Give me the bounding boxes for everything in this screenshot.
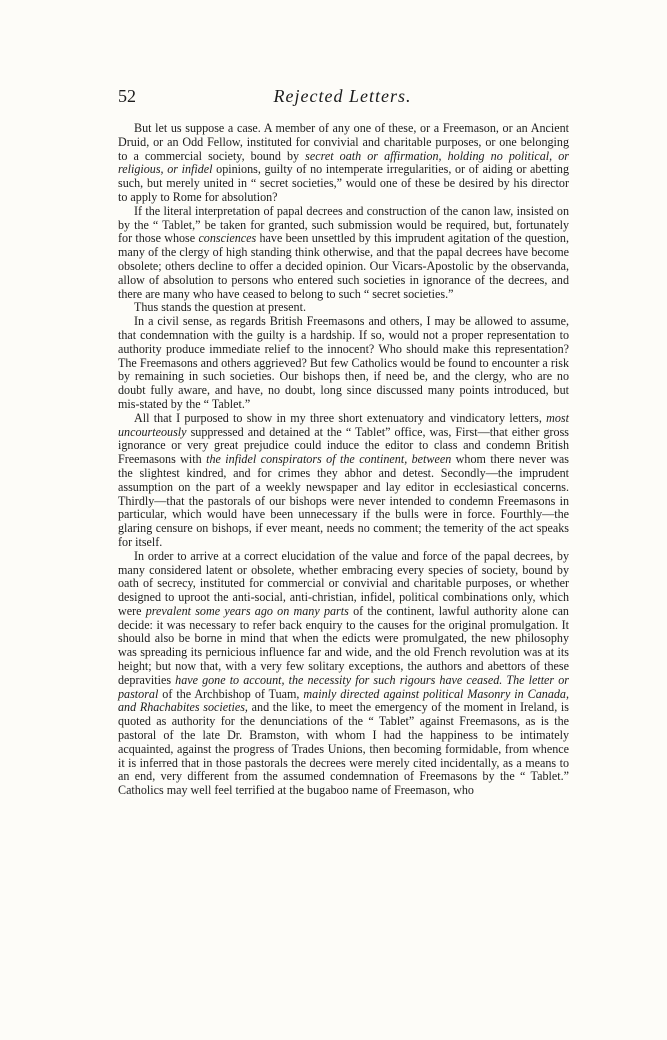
paragraph [118, 301, 569, 315]
text-run: and the like, to meet the emergency of the moment in Ireland, is quoted as authority for the denunciations of the “ Tablet” against Freemasons, as is the pastoral of the late Dr. Bramston, with whom I had the happiness to be intimately acquainted, against the progress of Trades Unions, then becoming formidable, from whence it is inferred that in those pastorals the decrees were merely cited incidentally, as a means to an end, very different from the assumed condemnation of Freemasons by the “ Tablet.” Catholics may well feel terrified at the bugaboo name of Freemason, who [118, 700, 570, 798]
running-title: Rejected Letters. [273, 86, 412, 106]
text-run: opinions, guilty of no intemperate irregularities, or of aiding or abetting such, but merely united in “ secret societies,” would one of these be desired by his director to apply to Rome for absolution? [118, 162, 569, 204]
text-run: If the literal interpretation of papal decrees and construction of the canon law, insisted on by the “ Tablet,” be taken for granted, such submission would be required, but, fortunately for those whose [118, 203, 569, 246]
paragraph [118, 205, 569, 302]
italic-text-run: mainly directed against political Masonry in Canada, and Rhachabites societies, [118, 686, 569, 715]
body-text [118, 122, 569, 798]
text-run: All that I purposed to show in my three short extenuatory and vindicatory letters, [134, 410, 547, 425]
italic-text-run: have gone to account, the necessity for such rigours have ceased. The letter or pastoral [118, 672, 569, 701]
paragraph [118, 315, 569, 412]
text-run: of the continent, lawful authority alone can decide: it was necessary to refer back enquiry to the causes for the original promulgation. It should also be borne in mind that when the edicts were promulgated, the new philosophy was spreading its pernicious influence far and wide, and the old French revolution was at its height; but now that, with a very few solitary exceptions, the authors and abettors of these depravities [118, 603, 569, 687]
text-run: In order to arrive at a correct elucidation of the value and force of the papal decrees, by many considered latent or obsolete, whether embracing every species of society, bound by oath of secrecy, instituted for commercial or convivial and charitable purposes, or whether designed to uproot the anti-social, anti-christian, infidel, political combinations only, which were [118, 548, 569, 618]
paragraph [118, 122, 569, 205]
italic-text-run: the infidel conspirators of the continent, between [206, 452, 452, 467]
page-number: 52 [118, 86, 136, 106]
text-run: Thus stands the question at present. [134, 300, 306, 315]
text-run: whom there never was the slightest kindred, and for crimes they abhor and detest. Secondly—the imprudent assumption on the part of a weekly newspaper and lay editor in ecclesiastical concerns. Thirdly—that the pastorals of our bishops were never intended to condemn Freemasons in particular, which would have been unnecessary if the bulls were in force. Fourthly—the glaring censure on bishops, if ever meant, needs no comment; the temerity of the act speaks for itself. [118, 452, 569, 549]
text-run: But let us suppose a case. A member of any one of these, or a Freemason, or an Ancient Druid, or an Odd Fellow, instituted for convivial and charitable purposes, or one belonging to a commercial society, bound by [118, 121, 569, 163]
text-run: suppressed and detained at the “ Tablet” office, was, First—that either gross ignorance or very great prejudice could induce the editor to class and condemn British Freemasons with [118, 424, 569, 467]
text-run: of the Archbishop of Tuam, [158, 686, 304, 701]
italic-text-run: prevalent some years ago on many parts [145, 603, 349, 618]
paragraph [118, 550, 569, 798]
italic-text-run: consciences [198, 231, 257, 246]
page-header [118, 86, 567, 108]
paragraph [118, 412, 569, 550]
italic-text-run: most uncourteously [118, 410, 569, 439]
text-run: In a civil sense, as regards British Freemasons and others, I may be allowed to assume, that condemnation with the guilty is a hardship. If so, would not a proper representation to authority produce immediate relief to the innocent? Who should make this representation? The Freemasons and others aggrieved? But few Catholics would be found to encounter a risk by remaining in such societies. Our bishops then, if need be, and the clergy, who are no doubt fully aware, and have, no doubt, long since discussed many points introduced, but mis-stated by the “ Tablet.” [118, 314, 569, 411]
text-run: have been unsettled by this imprudent agitation of the question, many of the clergy of high standing think otherwise, and that the papal decrees have become obsolete; others decline to offer a decided opinion. Our Vicars-Apostolic by the observanda, allow of absolution to persons who entered such societies in ignorance of the decrees, and there are many who have ceased to belong to such “ secret societies.” [118, 231, 569, 301]
italic-text-run: secret oath or affirmation, holding no political, or religious, or infidel [118, 148, 569, 177]
